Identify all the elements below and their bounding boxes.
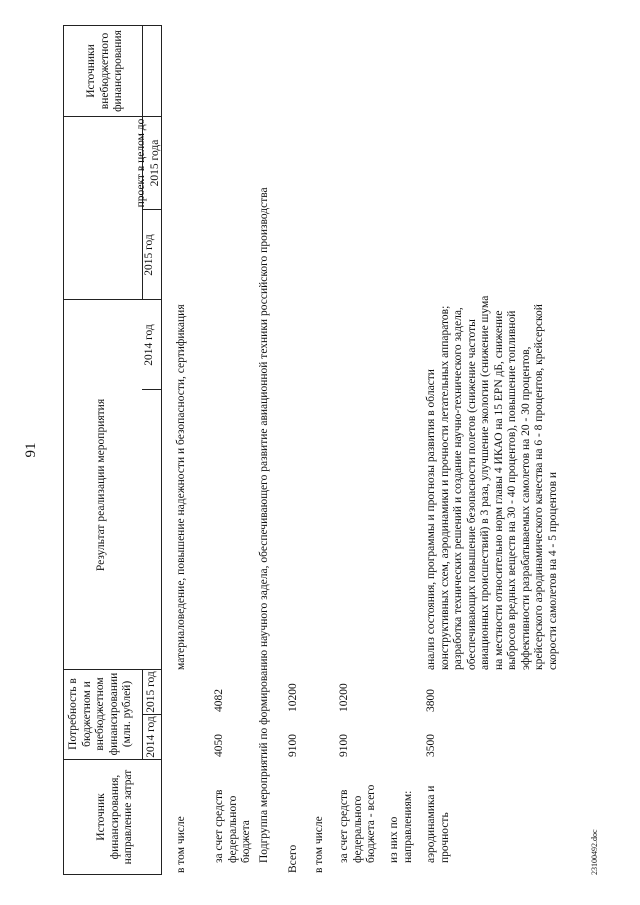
header-need-2014: 2014 год (145, 716, 157, 758)
row-value-2014: 9100 (338, 734, 350, 757)
row-source-aerodynamics: аэродинамика и прочность (425, 785, 451, 863)
header-need-2015: 2015 год (145, 671, 157, 713)
row-source-federal-total: за счет средств федерального бюджета - всего (338, 784, 377, 863)
row-source-directions: из них по направлениям: (388, 790, 414, 863)
document-code: 23100492.doc (590, 829, 599, 875)
row-result-materials: материаловедение, повышение надежности и безопасности, сертификация (175, 304, 187, 670)
rotated-page (25, 25, 609, 875)
header-extrabudget: Источники внебюджетного финансирования (85, 30, 124, 112)
row-value-2015: 4082 (213, 689, 225, 712)
table-top-border (63, 25, 64, 875)
header-need: Потребность в бюджетном и внебюджетном финансировании (млн. рублей) (67, 672, 133, 756)
row-source-including: в том числе (175, 816, 187, 873)
row-source-total: Всего (287, 844, 299, 873)
col-divider (63, 874, 161, 875)
row-value-2014: 9100 (287, 734, 299, 757)
header-result-2015: 2015 год (143, 234, 155, 276)
row-value-2015: 10200 (287, 683, 299, 712)
header-source: Источник финансирования, направление затрат (95, 769, 134, 865)
row-value-2015: 3800 (425, 689, 437, 712)
header-result: Результат реализации мероприятия (95, 398, 107, 572)
row-source-including: в том числе (313, 816, 325, 873)
row-value-2014: 4050 (213, 734, 225, 757)
row-value-2015: 10200 (338, 683, 350, 712)
col-divider (63, 25, 161, 26)
header-result-2014: 2014 год (143, 324, 155, 366)
need-year-divider (142, 670, 143, 760)
row-result-aerodynamics: анализ состояния, программы и прогнозы развития в области конструктивных схем, аэродинамики и прочности летательных аппаратов; разработка технических решений и создание научно-технического задела, обеспечивающих повышение безопасности полетов (снижение частоты авиационных происшествий) в 3 раза, улучшение экологии (снижение шума на местности относительно норм главы 4 ИКАО на 15 EPN дБ, снижение выбросов вредных веществ на 30 - 40 процентов), повышение топливной эффективности разрабатываемых самолетов на 20 - 30 процентов, крейсерского аэродинамического качества на 6 - 8 процентов, крейсерской скорости самолетов на 4 - 5 процентов и (425, 295, 559, 670)
row-source-federal: за счет средств федерального бюджета (213, 789, 252, 863)
header-result-total: проект в целом до 2015 года (135, 118, 161, 208)
row-value-2014: 3500 (425, 734, 437, 757)
col-divider (63, 759, 161, 760)
page-number: 91 (23, 442, 39, 458)
subgroup-title: Подгруппа мероприятий по формированию научного задела, обеспечивающего развитие авиационной техники российского производства (258, 187, 270, 863)
